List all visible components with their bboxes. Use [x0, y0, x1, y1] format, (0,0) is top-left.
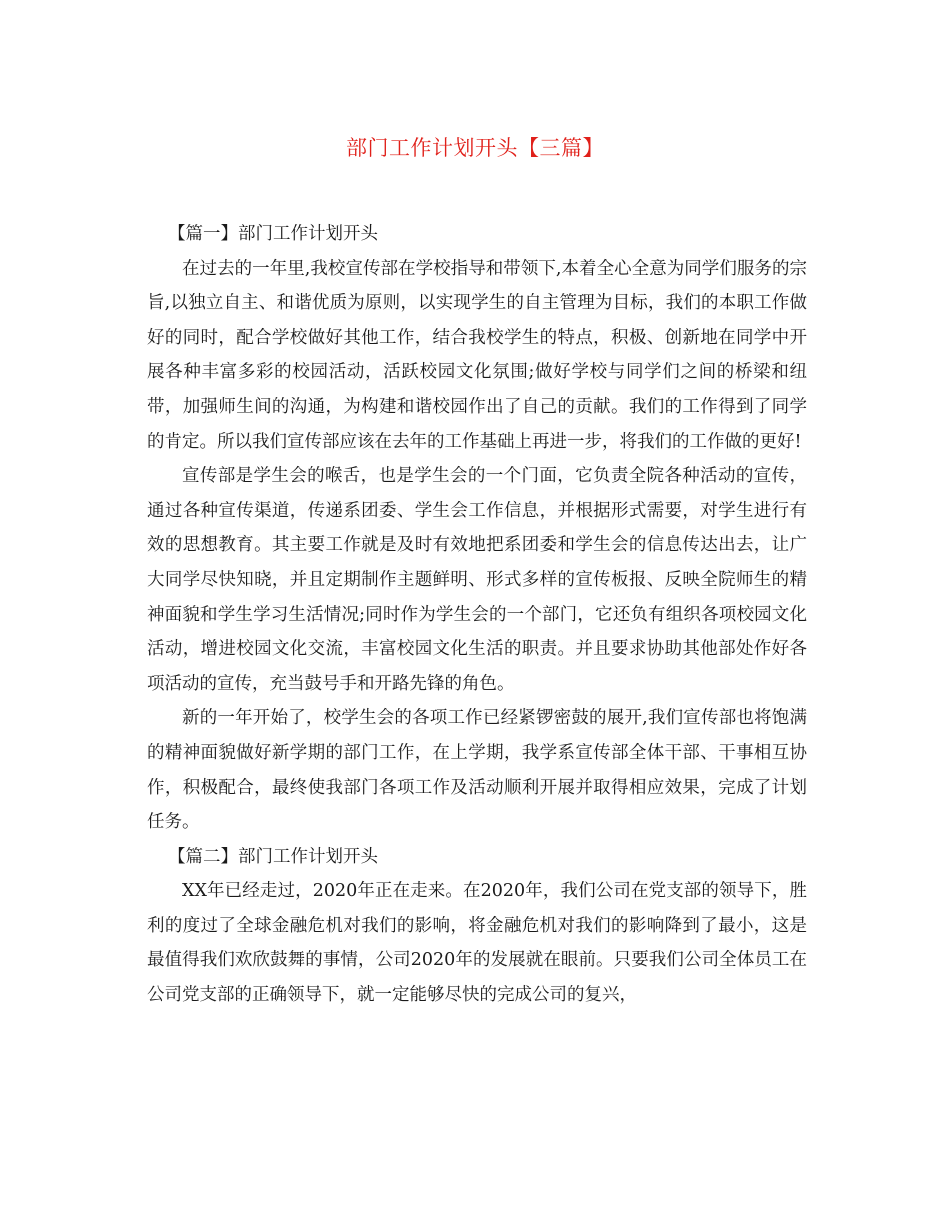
document-body: [147, 217, 807, 1013]
section-heading: 【篇二】部门工作计划开头: [168, 846, 378, 867]
paragraph: 宣传部是学生会的喉舌，也是学生会的一个门面，它负责全院各种活动的宣传，通过各种宣传渠道，传递系团委、学生会工作信息，并根据形式需要，对学生进行有效的思想教育。其主要工作就是及时有效地把系团委和学生会的信息传达出去，让广大同学尽快知晓，并且定期制作主题鲜明、形式多样的宣传板报、反映全院师生的精神面貌和学生学习生活情况;同时作为学生会的一个部门，它还负有组织各项校园文化活动，增进校园文化交流，丰富校园文化生活的职责。并且要求协助其他部处作好各项活动的宣传，充当鼓号手和开路先锋的角色。: [147, 466, 807, 694]
document-title: 部门工作计划开头【三篇】: [346, 136, 604, 160]
paragraph: 新的一年开始了，校学生会的各项工作已经紧锣密鼓的展开,我们宣传部也将饱满的精神面貌做好新学期的部门工作，在上学期，我学系宣传部全体干部、干事相互协作，积极配合，最终使我部门各项工作及活动顺利开展并取得相应效果，完成了计划任务。: [147, 708, 807, 833]
paragraph: XX年已经走过，2020年正在走来。在2020年，我们公司在党支部的领导下，胜利的度过了全球金融危机对我们的影响，将金融危机对我们的影响降到了最小，这是最值得我们欢欣鼓舞的事情，公司2020年的发展就在眼前。只要我们公司全体员工在公司党支部的正确领导下，就一定能够尽快的完成公司的复兴，: [147, 881, 807, 1006]
paragraph: 在过去的一年里,我校宣传部在学校指导和带领下,本着全心全意为同学们服务的宗旨,以独立自主、和谐优质为原则，以实现学生的自主管理为目标，我们的本职工作做好的同时，配合学校做好其他工作，结合我校学生的特点，积极、创新地在同学中开展各种丰富多彩的校园活动，活跃校园文化氛围;做好学校与同学们之间的桥梁和纽带，加强师生间的沟通，为构建和谐校园作出了自己的贡献。我们的工作得到了同学的肯定。所以我们宣传部应该在去年的工作基础上再进一步，将我们的工作做的更好!: [147, 258, 807, 452]
section-heading: 【篇一】部门工作计划开头: [168, 224, 378, 244]
